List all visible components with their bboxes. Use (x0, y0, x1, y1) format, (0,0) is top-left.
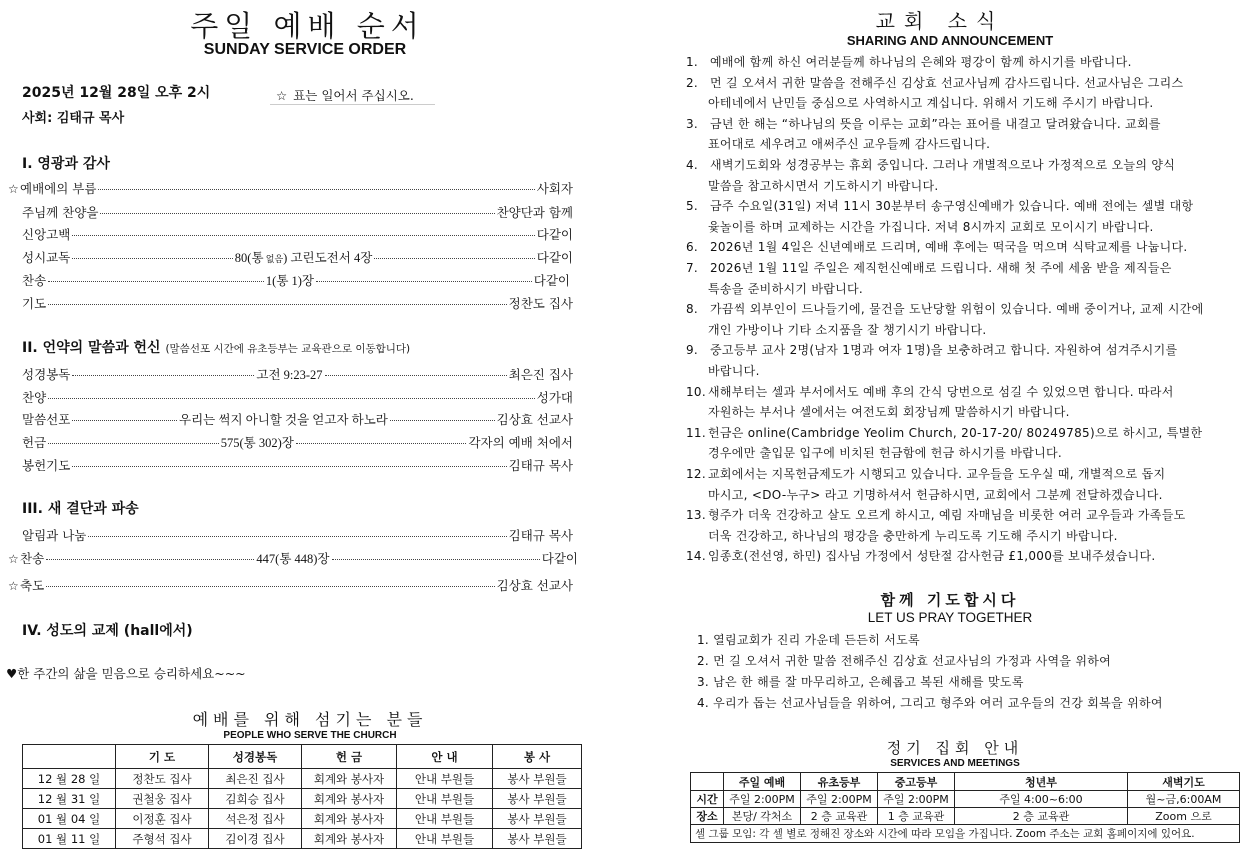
order-item-label: 성시교독 (22, 250, 71, 265)
order-item-label: 알림과 나눔 (22, 528, 87, 543)
order-item-detail: 80(통 없음) 고린도전서 4장 (234, 251, 373, 265)
standing-note: ☆ 표는 일어서 주십시오. (276, 88, 414, 103)
dot-leader (72, 375, 254, 376)
service-order-item (22, 248, 573, 266)
announcement-number: 13. (686, 508, 706, 523)
section-heading-4: IV. 성도의 교제 (hall에서) (22, 623, 193, 639)
announcement-continuation (708, 362, 760, 379)
table-cell: 주일 2:00PM (878, 791, 955, 808)
table-cell: 봉사 부원들 (493, 769, 582, 789)
announcement-number: 5. (686, 199, 699, 214)
dot-leader (48, 304, 506, 305)
announcement-text: 아테네에서 난민들 중심으로 사역하시고 계십니다. 위해서 기도해 주시기 바랍니다. (708, 96, 1154, 111)
prayer-item: 2. 먼 길 오셔서 귀한 말씀 전해주신 김상효 선교사님의 가정과 사역을 위하여 (697, 654, 1112, 668)
table-cell: 주일 4:00~6:00 (955, 791, 1128, 808)
servers-table (22, 744, 582, 849)
order-item-label: 기도 (22, 296, 47, 311)
announcement-continuation (708, 218, 1154, 235)
dot-leader (72, 466, 506, 467)
announcement-number: 6. (686, 240, 699, 255)
meetings-header: 주일 예배 (724, 773, 801, 791)
announcement-text: 말씀을 참고하시면서 기도하시기 바랍니다. (708, 178, 939, 193)
dot-leader (390, 420, 495, 421)
table-cell: 월~금,6:00AM (1128, 791, 1240, 808)
announcement-text: 특송을 준비하시기 바랍니다. (708, 281, 864, 296)
announcement-item (686, 465, 1165, 482)
table-row (23, 829, 582, 849)
order-item-leader: 최은진 집사 (508, 367, 573, 382)
announcement-continuation (708, 94, 1153, 111)
order-item-label: 헌금 (22, 435, 47, 450)
announcement-number: 1. (686, 55, 699, 69)
table-cell: 김이경 집사 (209, 829, 302, 849)
section-heading-2: II. 언약의 말씀과 헌신 (말씀선포 시간에 유초등부는 교육관으로 이동합니다) (22, 340, 411, 356)
dot-leader (325, 375, 507, 376)
table-cell: 1 층 교육관 (878, 808, 955, 825)
order-item-leader: 각자의 예배 처에서 (468, 435, 574, 450)
table-cell: 이정훈 집사 (116, 809, 209, 829)
table-row (23, 769, 582, 789)
table-cell: 회계와 봉사자 (302, 789, 397, 809)
order-item-leader: 정찬도 집사 (508, 296, 573, 311)
servers-header: 안 내 (397, 745, 493, 769)
order-item-detail: 1(통 1)장 (265, 274, 315, 288)
announcement-text: 개인 가방이나 기타 소지품을 잘 챙기시기 바랍니다. (708, 322, 987, 337)
announcement-number: 3. (686, 116, 699, 131)
table-cell: 봉사 부원들 (493, 789, 582, 809)
news-title-en: SHARING AND ANNOUNCEMENT (846, 33, 1054, 48)
announcement-item (686, 238, 1188, 255)
table-cell: 주형석 집사 (116, 829, 209, 849)
dot-leader (296, 443, 467, 444)
dot-leader (48, 281, 264, 282)
announcement-text: 윷놀이를 하며 교제하는 시간을 가집니다. 저녁 8시까지 교회로 모이시기 바랍니다. (708, 219, 1154, 234)
table-row (691, 808, 1240, 825)
order-item-leader: 다같이 (533, 273, 570, 288)
announcement-continuation (708, 403, 1070, 420)
dot-leader (46, 559, 254, 560)
dot-leader (72, 235, 534, 236)
order-item-label: 주님께 찬양을 (22, 205, 99, 220)
announcement-text: 헌금은 online(Cambridge Yeolim Church, 20-17-20/ 80249785)으로 하시고, 특별한 (708, 425, 1203, 440)
announcement-text: 새해부터는 셀과 부서에서도 예배 후의 간식 당번으로 섬길 수 있었으면 합니다. 따라서 (708, 384, 1174, 399)
order-item-label: 축도 (20, 578, 45, 593)
table-cell: 석은정 집사 (209, 809, 302, 829)
service-order-item (22, 526, 573, 544)
announcement-text: 표어대로 세우려고 애써주신 교우들께 감사드립니다. (708, 137, 991, 152)
service-order-item (22, 433, 573, 451)
dot-leader (72, 258, 232, 259)
announcement-item (686, 259, 1172, 276)
announcement-item (686, 197, 1193, 214)
announcement-continuation (708, 527, 1118, 544)
section-heading-3: III. 새 결단과 파송 (22, 501, 139, 517)
announcement-continuation (708, 280, 863, 297)
order-item-detail: 575(통 302)장 (220, 436, 294, 450)
table-cell: 최은진 집사 (209, 769, 302, 789)
announcement-number: 12. (686, 467, 706, 481)
table-cell: 01 월 11 일 (23, 829, 116, 849)
announcement-text: 바랍니다. (708, 364, 760, 378)
announcement-text: 형주가 더욱 건강하고 살도 오르게 하시고, 예림 자매님을 비롯한 여러 교우들과 가족들도 (708, 508, 1186, 523)
announcement-item (686, 383, 1174, 400)
order-item-leader: 김상효 선교사 (496, 412, 574, 427)
meetings-title-ko: 정기 집회 안내 (886, 739, 1024, 757)
table-cell: 안내 부원들 (397, 829, 493, 849)
announcement-text: 먼 길 오셔서 귀한 말씀을 전해주신 김상효 선교사님께 감사드립니다. 선교사님은 그리스 (710, 75, 1184, 90)
announcement-text: 중고등부 교사 2명(남자 1명과 여자 1명)을 보충하려고 합니다. 자원하여 섬겨주시기를 (710, 343, 1178, 358)
dot-leader (98, 189, 534, 190)
service-host: 사회: 김태규 목사 (22, 111, 125, 126)
table-cell: 안내 부원들 (397, 809, 493, 829)
announcement-text: 교회에서는 지목헌금제도가 시행되고 있습니다. 교우들을 도우실 때, 개별적으로 돕지 (708, 467, 1166, 481)
service-order-item (22, 365, 573, 383)
order-item-detail: 447(통 448)장 (256, 552, 330, 566)
servers-title-ko: 예배를 위해 섬기는 분들 (192, 710, 428, 729)
dot-leader (100, 213, 494, 214)
service-order-item (8, 179, 573, 197)
announcement-item (686, 156, 1175, 173)
order-item-leader: 성가대 (536, 390, 573, 405)
announcement-number: 8. (686, 302, 699, 317)
announcement-item (686, 424, 1202, 441)
announcement-item (686, 547, 1156, 564)
order-item-leader: 김태규 목사 (508, 458, 573, 473)
meetings-header (691, 773, 724, 791)
order-item-leader: 다같이 (536, 250, 573, 265)
announcement-number: 10. (686, 384, 706, 399)
announcement-text: 마시고, <DO-누구> 라고 기명하셔서 헌금하시면, 교회에서 그분께 전달하겠습니다. (708, 487, 1163, 502)
order-item-detail: 고전 9:23-27 (256, 368, 323, 382)
dot-leader (72, 420, 177, 421)
dot-leader (48, 443, 219, 444)
star-icon: ☆ (276, 88, 288, 103)
prayer-item: 1. 열림교회가 진리 가운데 든든히 서도록 (697, 633, 920, 647)
table-cell: 회계와 봉사자 (302, 809, 397, 829)
table-row (23, 809, 582, 829)
order-item-label: 봉헌기도 (22, 458, 71, 473)
announcement-text: 임종호(전선영, 하민) 집사님 가정에서 성탄절 감사헌금 £1,000를 보내주셨습니다. (708, 549, 1156, 564)
announcement-text: 금년 한 해는 “하나님의 뜻을 이루는 교회”라는 표어를 내걸고 달려왔습니다. 교회를 (710, 116, 1161, 131)
order-item-label: 말씀선포 (22, 412, 71, 427)
service-order-item (22, 271, 570, 289)
meetings-header: 새벽기도 (1128, 773, 1240, 791)
announcement-item (686, 300, 1204, 317)
service-order-item (22, 203, 573, 221)
table-cell: 안내 부원들 (397, 769, 493, 789)
table-cell: 회계와 봉사자 (302, 829, 397, 849)
dot-leader (48, 398, 535, 399)
announcement-text: 예배에 함께 하신 여러분들께 하나님의 은혜와 평강이 함께 하시기를 바랍니다. (710, 55, 1132, 69)
dot-leader (46, 586, 494, 587)
service-order-item (8, 576, 573, 594)
table-cell: 회계와 봉사자 (302, 769, 397, 789)
prayer-title-ko: 함께 기도합시다 (880, 591, 1020, 609)
dot-leader (88, 536, 506, 537)
servers-header-row (23, 745, 582, 769)
meetings-header-row (691, 773, 1240, 791)
service-order-item (22, 410, 573, 428)
table-cell: 정찬도 집사 (116, 769, 209, 789)
announcement-item (686, 341, 1177, 358)
table-cell: 2 층 교육관 (955, 808, 1128, 825)
table-cell: 봉사 부원들 (493, 809, 582, 829)
meetings-note-row (691, 825, 1240, 843)
order-item-label: 성경봉독 (22, 367, 71, 382)
table-cell: 주일 2:00PM (724, 791, 801, 808)
table-cell: 2 층 교육관 (801, 808, 878, 825)
order-item-label: 신앙고백 (22, 227, 71, 242)
table-cell: 김희승 집사 (209, 789, 302, 809)
announcement-item (686, 506, 1186, 523)
announcement-number: 9. (686, 343, 699, 358)
announcement-continuation (708, 177, 939, 194)
announcement-number: 7. (686, 261, 699, 275)
announcement-continuation (708, 321, 987, 338)
announcement-continuation (708, 135, 990, 152)
dot-leader (316, 281, 532, 282)
table-cell: 12 월 28 일 (23, 769, 116, 789)
meetings-header: 중고등부 (878, 773, 955, 791)
order-item-leader: 김상효 선교사 (496, 578, 573, 593)
dot-leader (332, 559, 540, 560)
closing-message: ♥한 주간의 삶을 믿음으로 승리하세요~~~ (6, 666, 246, 681)
star-icon: ☆ (8, 182, 19, 196)
announcement-item (686, 74, 1183, 91)
row-header-cell: 시간 (691, 791, 724, 808)
table-cell: Zoom 으로 (1128, 808, 1240, 825)
order-item-detail: 우리는 썩지 아니할 것을 얻고자 하노라 (179, 413, 388, 427)
news-title-ko: 교회 소식 (875, 9, 1005, 33)
meetings-note: 셀 그룹 모임: 각 셀 별로 정해진 장소와 시간에 따라 모임을 가집니다. Zoom 주소는 교회 홈페이지에 있어요. (691, 825, 1240, 843)
order-item-leader: 김태규 목사 (508, 528, 573, 543)
announcement-text: 자원하는 부서나 셀에서는 여전도회 회장님께 말씀하시기 바랍니다. (708, 405, 1070, 420)
servers-header: 헌 금 (302, 745, 397, 769)
servers-header: 성경봉독 (209, 745, 302, 769)
order-item-leader: 사회자 (536, 181, 573, 196)
order-item-leader: 다같이 (536, 227, 573, 242)
announcement-number: 11. (686, 425, 706, 440)
order-item-leader: 다같이 (541, 551, 578, 566)
standing-note-underline (270, 104, 435, 105)
announcement-text: 더욱 건강하고, 하나님의 평강을 충만하게 누리도록 기도해 주시기 바랍니다. (708, 528, 1118, 543)
announcement-text: 경우에만 출입문 입구에 비치된 헌금함에 헌금 하시기를 바랍니다. (708, 446, 1063, 461)
announcement-text: 2026년 1월 4일은 신년예배로 드리며, 예배 후에는 떡국을 먹으며 식탁교제를 나눕니다. (710, 240, 1188, 255)
prayer-item: 4. 우리가 돕는 선교사님들을 위하여, 그리고 형주와 여러 교우들의 건강 회복을 위하여 (697, 696, 1163, 710)
servers-header: 기 도 (116, 745, 209, 769)
order-item-label: 예배에의 부름 (20, 181, 97, 196)
meetings-header: 유초등부 (801, 773, 878, 791)
service-order-title-ko: 주일 예배 순서 (190, 9, 425, 43)
star-icon: ☆ (8, 552, 19, 566)
meetings-table (690, 772, 1240, 843)
order-item-leader: 찬양단과 함께 (496, 205, 573, 220)
prayer-item: 3. 남은 한 해를 잘 마무리하고, 은혜롭고 복된 새해를 맞도록 (697, 675, 1024, 689)
service-order-item (22, 225, 573, 243)
announcement-item (686, 115, 1161, 132)
meetings-title-en: SERVICES AND MEETINGS (890, 758, 1020, 769)
servers-title-en: PEOPLE WHO SERVE THE CHURCH (223, 730, 397, 741)
service-order-title-en: SUNDAY SERVICE ORDER (203, 41, 407, 58)
table-cell: 안내 부원들 (397, 789, 493, 809)
table-cell: 본당/ 각처소 (724, 808, 801, 825)
servers-header (23, 745, 116, 769)
order-item-label: 찬양 (22, 390, 47, 405)
table-cell: 권철웅 집사 (116, 789, 209, 809)
service-order-item (22, 388, 573, 406)
service-date: 2025년 12월 28일 오후 2시 (22, 85, 211, 101)
announcement-number: 14. (686, 549, 706, 564)
table-cell: 봉사 부원들 (493, 829, 582, 849)
order-item-label: 찬송 (20, 551, 45, 566)
announcement-number: 2. (686, 75, 699, 90)
table-cell: 주일 2:00PM (801, 791, 878, 808)
announcement-text: 가끔씩 외부인이 드나들기에, 물건을 도난당할 위험이 있습니다. 예배 중이거나, 교제 시간에 (710, 302, 1204, 317)
order-item-label: 찬송 (22, 273, 47, 288)
row-header-cell: 장소 (691, 808, 724, 825)
service-order-item (22, 294, 573, 312)
announcement-number: 4. (686, 158, 699, 172)
announcement-text: 2026년 1월 11일 주일은 제직헌신예배로 드립니다. 새해 첫 주에 세움 받을 제직들은 (710, 261, 1172, 275)
announcement-text: 금주 수요일(31일) 저녁 11시 30분부터 송구영신예배가 있습니다. 예배 전에는 셀별 대항 (710, 199, 1194, 214)
service-order-item (8, 549, 578, 567)
announcement-continuation (708, 444, 1062, 461)
announcement-continuation (708, 486, 1163, 503)
announcement-item (686, 53, 1132, 70)
table-row (691, 791, 1240, 808)
servers-header: 봉 사 (493, 745, 582, 769)
table-cell: 12 월 31 일 (23, 789, 116, 809)
service-order-item (22, 456, 573, 474)
announcement-text: 새벽기도회와 성경공부는 휴회 중입니다. 그러나 개별적으로나 가정적으로 오늘의 양식 (710, 158, 1176, 172)
meetings-header: 청년부 (955, 773, 1128, 791)
table-row (23, 789, 582, 809)
star-icon: ☆ (8, 579, 19, 593)
dot-leader (374, 258, 534, 259)
prayer-title-en: LET US PRAY TOGETHER (867, 610, 1033, 625)
table-cell: 01 월 04 일 (23, 809, 116, 829)
section-heading-1: I. 영광과 감사 (22, 156, 110, 172)
